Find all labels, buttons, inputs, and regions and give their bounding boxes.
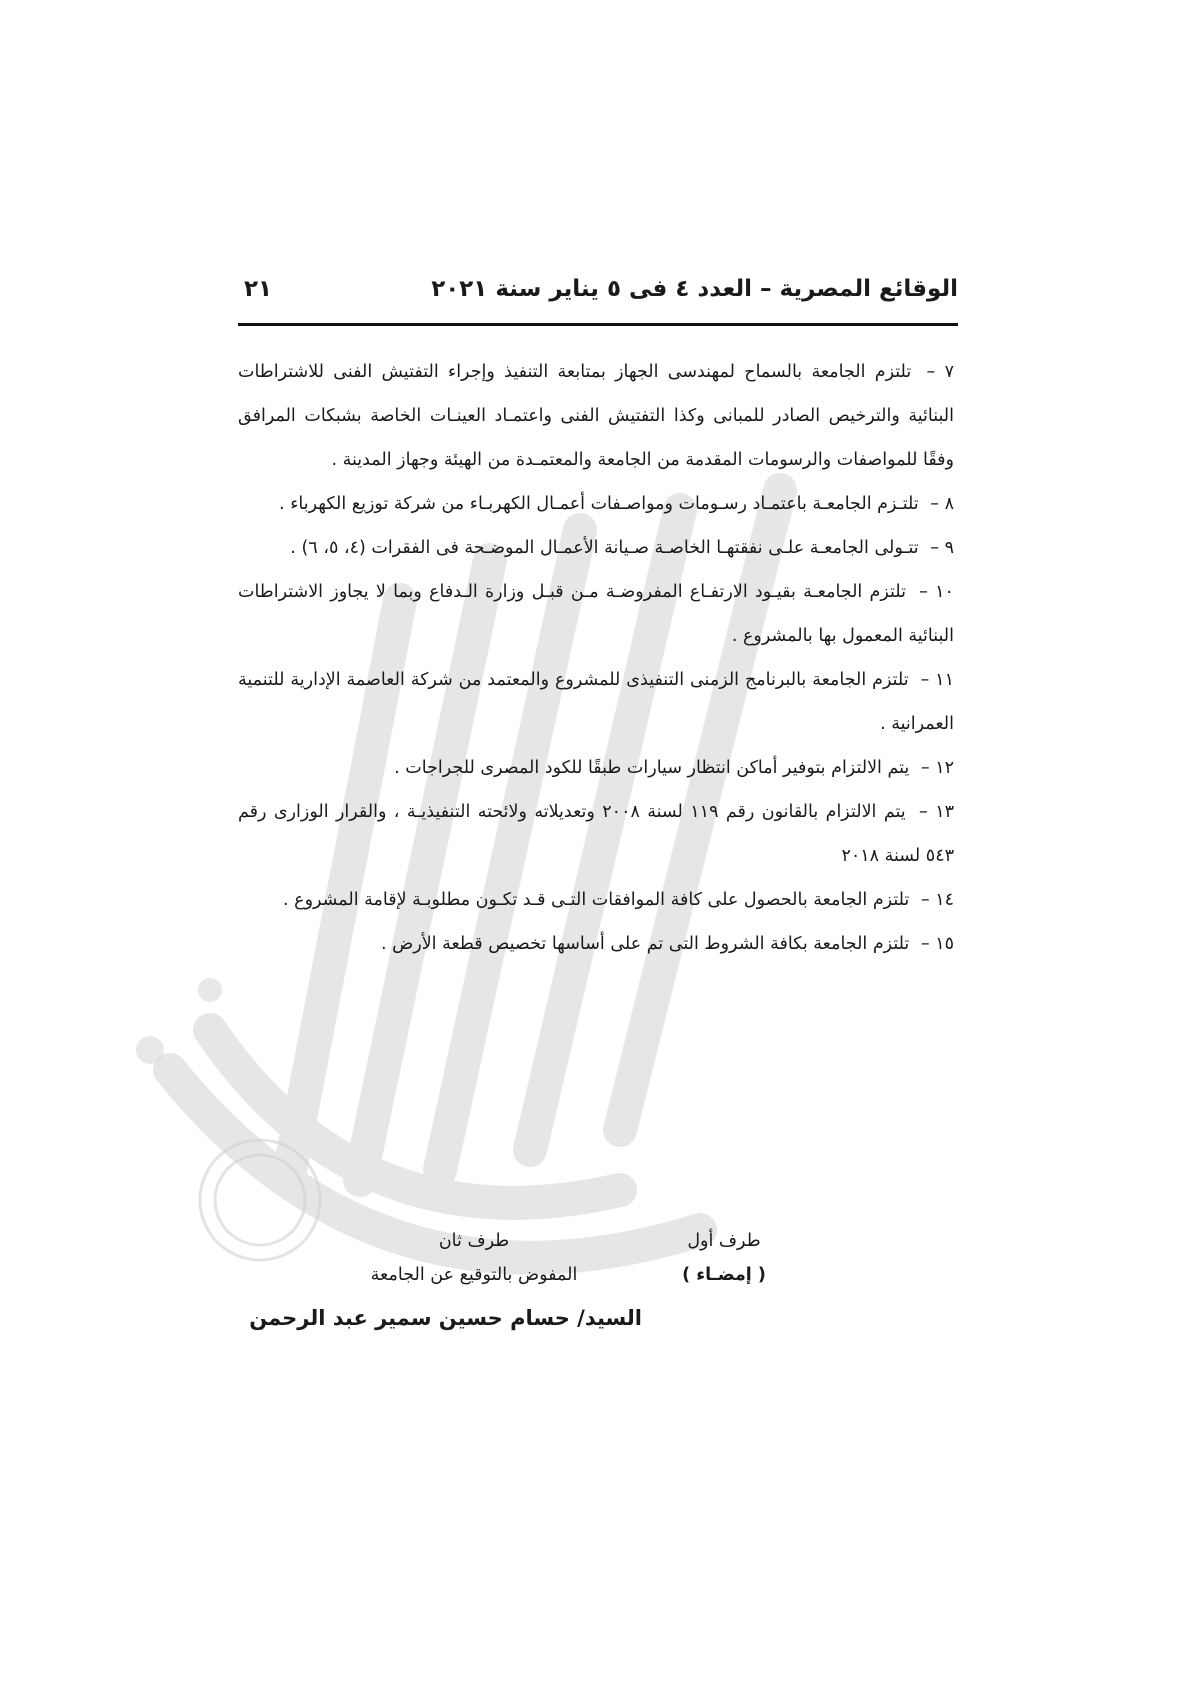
clause-text: يتم الالتزام بتوفير أماكن انتظار سيارات طبقًا للكود المصرى للجراجات .	[394, 758, 910, 778]
clause-number: ١٠ –	[919, 582, 954, 602]
second-party-title: طرف ثان	[438, 1231, 510, 1251]
first-party	[624, 1224, 824, 1292]
clause-number: ١٣ –	[919, 802, 954, 822]
gazette-title: الوقائع المصرية – العدد ٤ فى ٥ يناير سنة ٢٠٢١	[431, 276, 958, 302]
clause-text: تلتـزم الجامعـة باعتمـاد رسـومات ومواصـفات أعمـال الكهربـاء من شركة توزيع الكهرباء .	[279, 494, 919, 514]
clauses-list	[238, 350, 954, 966]
clause-number: ١٤ –	[920, 890, 954, 910]
signature-label: ( إمضـاء )	[682, 1265, 766, 1285]
clause-text: تلتزم الجامعة بكافة الشروط التى تم على أساسها تخصيص قطعة الأرض .	[380, 934, 910, 954]
header-divider	[238, 323, 958, 326]
clause-9	[238, 526, 954, 570]
clause-15	[238, 922, 954, 966]
signature-block	[238, 1224, 954, 1354]
clause-number: ٨ –	[930, 494, 954, 514]
clause-text: تلتزم الجامعة بالحصول على كافة الموافقات التـى قـد تكـون مطلوبـة لإقامة المشروع .	[283, 890, 910, 910]
second-party-role: المفوض بالتوقيع عن الجامعة	[370, 1265, 578, 1285]
clause-10	[238, 570, 954, 658]
clause-13	[238, 790, 954, 878]
first-party-title: طرف أول	[687, 1231, 761, 1251]
clause-11	[238, 658, 954, 746]
clause-7	[238, 350, 954, 482]
clause-text: تلتزم الجامعـة بقيـود الارتفـاع المفروضـة مـن قبـل وزارة الـدفاع وبما لا يجاوز الاشتراطات البنائية المعمول بها بالمشروع .	[238, 582, 954, 646]
clause-12	[238, 746, 954, 790]
clause-number: ١٥ –	[920, 934, 954, 954]
page-number: ٢١	[244, 276, 273, 302]
page-header	[238, 272, 958, 326]
clause-number: ٩ –	[930, 538, 954, 558]
clause-8	[238, 482, 954, 526]
clause-number: ١٢ –	[920, 758, 954, 778]
clause-text: تلتزم الجامعة بالبرنامج الزمنى التنفيذى للمشروع والمعتمد من شركة العاصمة الإدارية للتنمية العمرانية .	[238, 670, 954, 734]
clause-number: ٧ –	[926, 362, 954, 382]
second-party	[324, 1224, 624, 1292]
clause-14	[238, 878, 954, 922]
clause-number: ١١ –	[920, 670, 954, 690]
clause-text: يتم الالتزام بالقانون رقم ١١٩ لسنة ٢٠٠٨ وتعديلاته ولائحته التنفيذيـة ، والقرار الوزارى رقم ٥٤٣ لسنة ٢٠١٨	[238, 802, 954, 866]
clause-text: تتـولى الجامعـة علـى نفقتهـا الخاصـة صـيانة الأعمـال الموضـحة فى الفقرات (٤، ٥، ٦) .	[290, 538, 919, 558]
clause-text: تلتزم الجامعة بالسماح لمهندسى الجهاز بمتابعة التنفيذ وإجراء التفتيش الفنى للاشتراطات البنائية والترخيص الصادر للمبانى وكذا التفتيش الفنى واعتمـاد العينـات الخاصة بشبكات المرافق وفقًا للمواصفات والرسومات المقدمة من الجامعة والمعتمـدة من الهيئة وجهاز المدينة .	[238, 362, 954, 470]
signer-name: السيد/ حسام حسين سمير عبد الرحمن	[249, 1306, 642, 1330]
